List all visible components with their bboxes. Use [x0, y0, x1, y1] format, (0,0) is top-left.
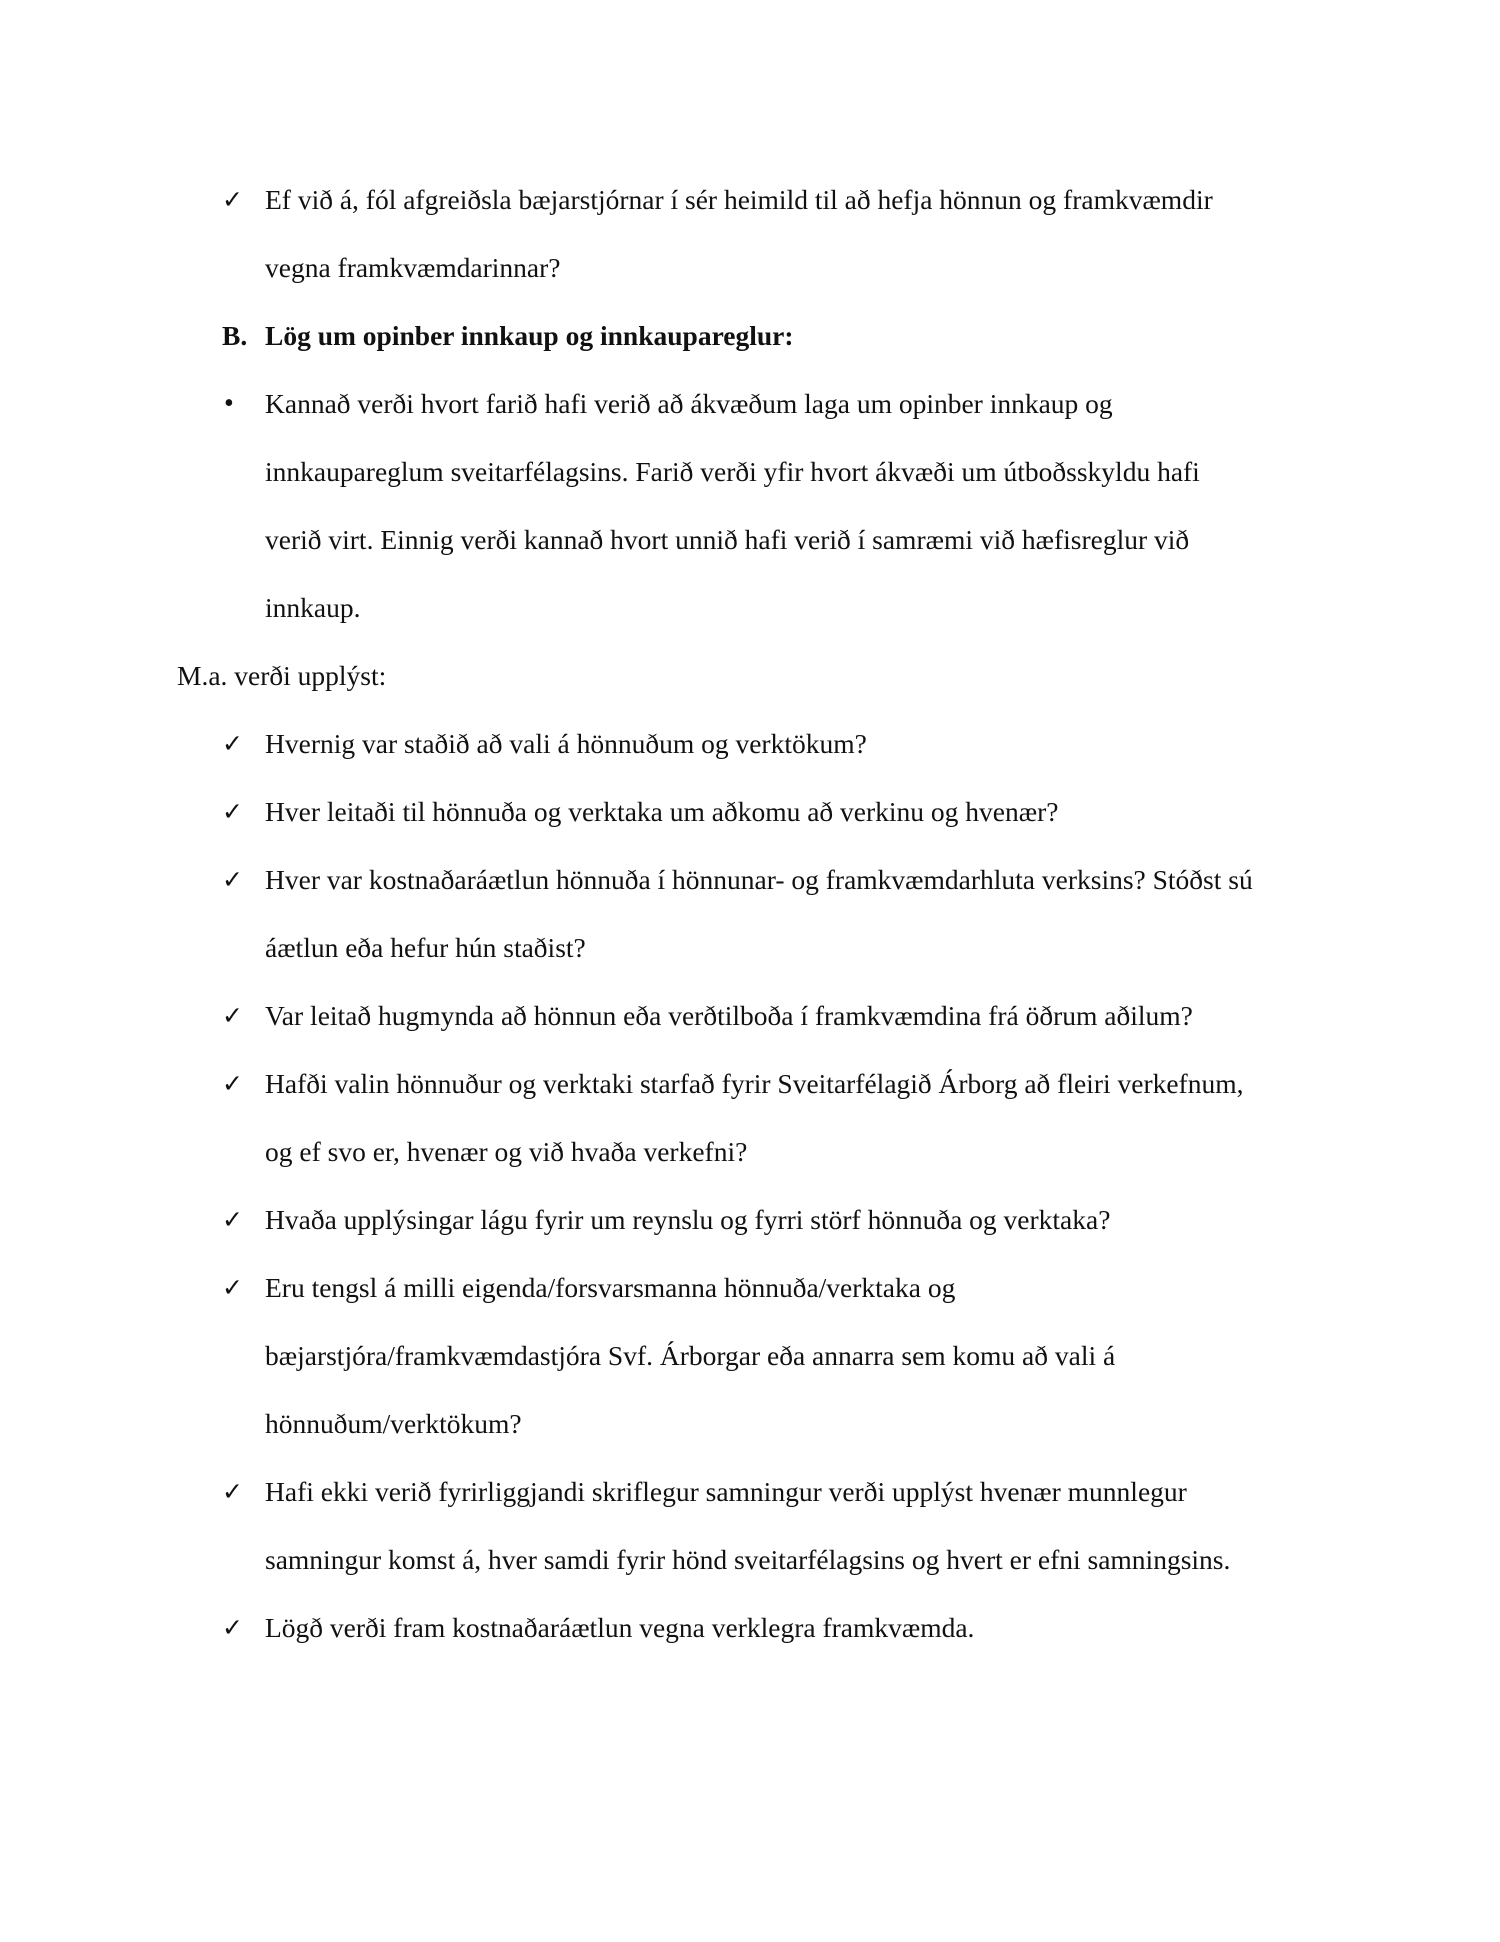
- checklist-item-continuation: [0, 1322, 1500, 1390]
- checkmark-icon: ✓: [222, 1273, 243, 1302]
- item-text-line: samningur komst á, hver samdi fyrir hönd sveitarfélagsins og hvert er efni samningsins.: [265, 1544, 1231, 1575]
- bullet-item-continuation: [0, 506, 1500, 574]
- item-text-line: hönnuðum/verktökum?: [265, 1408, 522, 1439]
- checklist-item-continuation: [0, 914, 1500, 982]
- item-text-line: og ef svo er, hvenær og við hvaða verkefni?: [265, 1136, 748, 1167]
- item-text-line: innkaupareglum sveitarfélagsins. Farið verði yfir hvort ákvæði um útboðsskyldu hafi: [265, 456, 1200, 487]
- subheading-text: M.a. verði upplýst:: [177, 660, 387, 691]
- item-text-line: bæjarstjóra/framkvæmdastjóra Svf. Árborgar eða annarra sem komu að vali á: [265, 1340, 1116, 1371]
- item-text-line: Hver leitaði til hönnuða og verktaka um aðkomu að verkinu og hvenær?: [265, 796, 1059, 827]
- item-text-line: verið virt. Einnig verði kannað hvort unnið hafi verið í samræmi við hæfisreglur við: [265, 524, 1190, 555]
- item-text-line: innkaup.: [265, 592, 361, 623]
- checklist-item: [0, 1458, 1500, 1526]
- checklist-item: [0, 710, 1500, 778]
- bullet-item-continuation: [0, 574, 1500, 642]
- item-text-line: Hver var kostnaðaráætlun hönnuða í hönnunar- og framkvæmdarhluta verksins? Stóðst sú: [265, 864, 1253, 895]
- item-text-line: Kannað verði hvort farið hafi verið að ákvæðum laga um opinber innkaup og: [265, 388, 1113, 419]
- checkmark-icon: ✓: [222, 729, 243, 758]
- item-text-line: Ef við á, fól afgreiðsla bæjarstjórnar í sér heimild til að hefja hönnun og framkvæmdir: [265, 184, 1213, 215]
- bullet-item: [0, 370, 1500, 438]
- checklist-item: [0, 166, 1500, 234]
- checklist-item-continuation: [0, 1118, 1500, 1186]
- item-text-line: Var leitað hugmynda að hönnun eða verðtilboða í framkvæmdina frá öðrum aðilum?: [265, 1000, 1193, 1031]
- document-body: [0, 166, 1500, 1662]
- checklist-item: [0, 982, 1500, 1050]
- section-heading: [0, 302, 1500, 370]
- checkmark-icon: ✓: [222, 1613, 243, 1642]
- checkmark-icon: ✓: [222, 1477, 243, 1506]
- subheading: [0, 642, 1500, 710]
- checklist-item-continuation: [0, 1526, 1500, 1594]
- section-title: Lög um opinber innkaup og innkaupareglur:: [265, 320, 794, 351]
- checklist-item: [0, 1594, 1500, 1662]
- checkmark-icon: ✓: [222, 185, 243, 214]
- item-text-line: Hafði valin hönnuður og verktaki starfað fyrir Sveitarfélagið Árborg að fleiri verkefnum,: [265, 1068, 1244, 1099]
- checklist-item: [0, 778, 1500, 846]
- item-text-line: Hvernig var staðið að vali á hönnuðum og verktökum?: [265, 728, 867, 759]
- checklist: [0, 710, 1500, 1662]
- checkmark-icon: ✓: [222, 1205, 243, 1234]
- checklist-item: [0, 846, 1500, 914]
- checkmark-icon: ✓: [222, 1069, 243, 1098]
- item-text-line: vegna framkvæmdarinnar?: [265, 252, 561, 283]
- item-text-line: Hvaða upplýsingar lágu fyrir um reynslu og fyrri störf hönnuða og verktaka?: [265, 1204, 1111, 1235]
- item-text-line: Lögð verði fram kostnaðaráætlun vegna verklegra framkvæmda.: [265, 1612, 975, 1643]
- checklist-item: [0, 1050, 1500, 1118]
- checkmark-icon: ✓: [222, 865, 243, 894]
- checklist-item-continuation: [0, 234, 1500, 302]
- item-text-line: áætlun eða hefur hún staðist?: [265, 932, 586, 963]
- item-text-line: Eru tengsl á milli eigenda/forsvarsmanna hönnuða/verktaka og: [265, 1272, 956, 1303]
- item-text-line: Hafi ekki verið fyrirliggjandi skriflegur samningur verði upplýst hvenær munnlegur: [265, 1476, 1187, 1507]
- checklist-item: [0, 1186, 1500, 1254]
- checkmark-icon: ✓: [222, 797, 243, 826]
- checklist-item: [0, 1254, 1500, 1322]
- bullet-item-continuation: [0, 438, 1500, 506]
- section-letter: B.: [222, 320, 248, 351]
- bullet-icon: •: [224, 388, 234, 419]
- checkmark-icon: ✓: [222, 1001, 243, 1030]
- checklist-item-continuation: [0, 1390, 1500, 1458]
